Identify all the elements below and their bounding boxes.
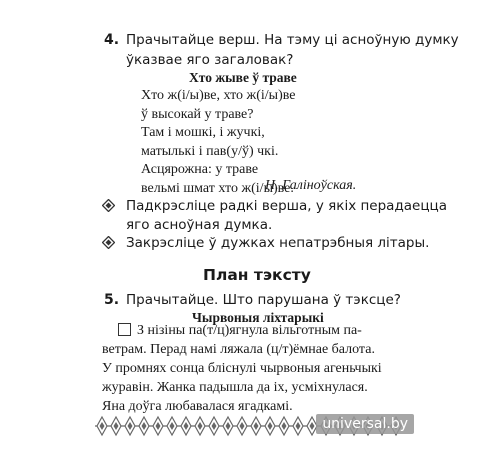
poem-line: Хто ж(і/ы)ве, хто ж(і/ы)ве <box>141 88 296 103</box>
story-line: У промнях сонца бліснулі чырвоныя агеньчыкі <box>102 361 382 376</box>
poem-line: Асцярожна: у траве <box>141 162 259 177</box>
task-4-instruction-line-2: ўказвае яго загаловак? <box>126 52 294 68</box>
diamond-bullet-icon <box>102 236 115 253</box>
poem-line: Там і мошкі, і жучкі, <box>141 125 265 140</box>
task-4-instruction-line-1: Прачытайце верш. На тэму ці асноўную думку <box>126 32 459 48</box>
section-title: План тэксту <box>203 266 311 284</box>
task-4-number: 4. <box>104 32 120 48</box>
story-line: журавін. Жанка падышла да іх, усміхнулася. <box>102 380 368 395</box>
story-title: Чырвоныя ліхтарыкі <box>192 310 324 325</box>
diamond-bullet-icon <box>102 199 115 216</box>
story-line: ветрам. Перад намі ляжала (ц/т)ёмнае балота. <box>102 342 375 357</box>
empty-square-icon <box>118 323 131 336</box>
task-5-instruction: Прачытайце. Што парушана ў тэксце? <box>126 292 401 308</box>
story-line: Яна доўга любавалася ягадкамі. <box>102 399 293 414</box>
bullet-1-line-2: яго асноўная думка. <box>126 217 273 233</box>
story-line: З нізіны па(т/ц)ягнула вільготным па- <box>137 323 362 338</box>
bullet-1-line-1: Падкрэсліце радкі верша, у якіх перадаецца <box>126 198 448 214</box>
poem-title: Хто жыве ў траве <box>189 70 297 85</box>
poem-line: вельмі шмат хто ж(і/ы)ве. <box>141 180 294 196</box>
task-5-number: 5. <box>104 292 120 308</box>
poem-line: ў высокай у траве? <box>141 106 254 122</box>
watermark: universal.by <box>316 414 414 434</box>
poem-author: Н. Галіноўская. <box>265 178 357 193</box>
bullet-2-line-1: Закрэсліце ў дужках непатрэбныя літары. <box>126 235 430 251</box>
poem-line: матылькі і пав(у/ў) чкі. <box>141 143 279 159</box>
